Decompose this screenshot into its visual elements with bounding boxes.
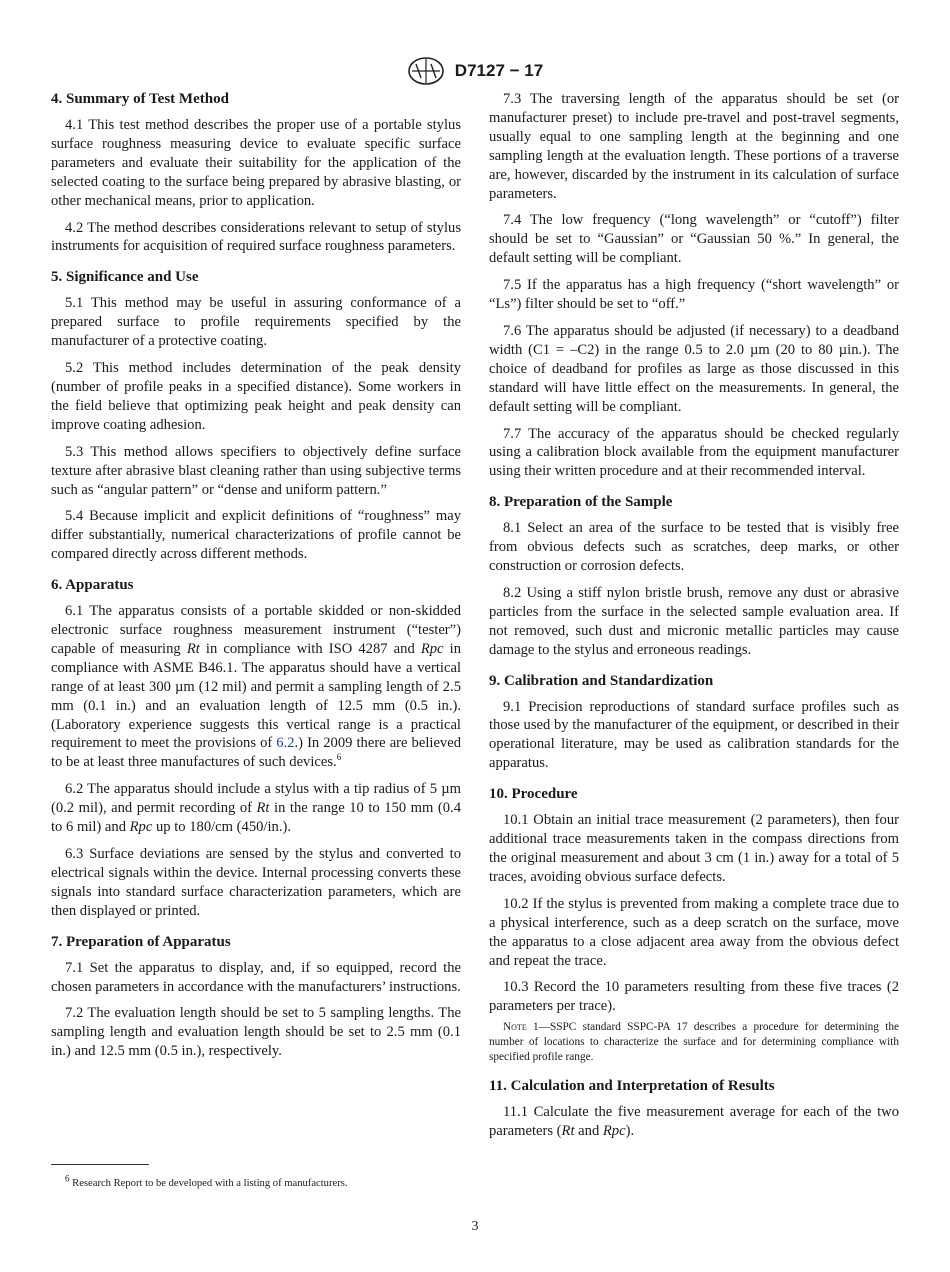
left-column	[51, 90, 461, 1073]
paragraph: 8.2 Using a stiff nylon bristle brush, remove any dust or abrasive particles from the surface in the selected sample evaluation area. If not removed, such dust and micronic metallic particles may cause damage to the stylus and erroneous readings.	[489, 584, 899, 658]
page-header	[0, 56, 950, 86]
section-10	[489, 785, 899, 1065]
section-4	[51, 90, 461, 256]
paragraph: 7.3 The traversing length of the apparatus should be set (or manufacturer preset) to include pre-travel and post-travel segments, usually equal to one sampling length at the beginning and one sampling length at the evaluation length. These portions of a traverse are, however, discarded by the instrument in its calculation of surface parameters.	[489, 91, 899, 202]
section-heading: 8. Preparation of the Sample	[489, 494, 673, 511]
footnote-ref: 6	[336, 752, 342, 763]
paragraph: 11.1 Calculate the five measurement average for each of the two parameters (Rt and Rpc).	[489, 1104, 899, 1140]
section-heading: 10. Procedure	[489, 786, 578, 803]
paragraph: 4.1 This test method describes the proper use of a portable stylus surface roughness measuring device to evaluate specific surface parameters and evaluate their suitability for the application of the selected coating to the surface being prepared by abrasive blasting, or other mechanical means, prior to application.	[51, 117, 461, 209]
section-heading: 9. Calibration and Standardization	[489, 672, 714, 689]
page-number: 3	[471, 1219, 479, 1234]
section-heading: 7. Preparation of Apparatus	[51, 933, 231, 950]
paragraph: 5.3 This method allows specifiers to objectively define surface texture after abrasive blast cleaning rather than using subjective terms such as “angular pattern” or “dense and uniform pattern.”	[51, 443, 461, 498]
section-7-continued	[489, 90, 899, 481]
cross-reference-link[interactable]: 6.2	[276, 735, 295, 752]
paragraph: 7.2 The evaluation length should be set to 5 sampling lengths. The sampling length and evaluation length should be set to 2.5 mm (0.1 in.) and 12.5 mm (0.5 in.), respectively.	[51, 1005, 461, 1060]
paragraph: 7.1 Set the apparatus to display, and, if so equipped, record the chosen parameters in accordance with the manufacturers’ instructions.	[51, 959, 461, 995]
paragraph: 7.6 The apparatus should be adjusted (if necessary) to a deadband width (C1 = –C2) in the range 0.5 to 2.0 µm (20 to 80 µin.). The choice of deadband for profiles as large as those discussed in this standard will have little effect on the measurements. In general, the default setting will be compliant.	[489, 322, 899, 415]
section-11	[489, 1077, 899, 1141]
footnote-divider	[51, 1164, 149, 1165]
section-9	[489, 672, 899, 774]
paragraph: 4.2 The method describes considerations relevant to setup of stylus instruments for acquisition of required surface roughness parameters.	[51, 219, 461, 255]
section-7	[51, 933, 461, 1062]
paragraph: 5.2 This method includes determination of the peak density (number of profile peaks in a specified distance). Some workers in the field believe that optimizing peak height and peak density can improve coating adhesion.	[51, 360, 461, 433]
section-6	[51, 576, 461, 921]
paragraph: 8.1 Select an area of the surface to be tested that is visibly free from obvious defects such as scratches, deep marks, or other construction or corrosion defects.	[489, 520, 899, 575]
paragraph: 6.3 Surface deviations are sensed by the stylus and converted to electrical signals within the device. Internal processing converts these signals into standard surface characterization parameters, which are then displayed or printed.	[51, 846, 461, 919]
note-1: Note 1—SSPC standard SSPC-PA 17 describes a procedure for determining the number of locations to characterize the surface and for determining compliance with specified profile range.	[489, 1021, 900, 1064]
paragraph: 6.1 The apparatus consists of a portable skidded or non-skidded electronic surface roughness measurement instrument (“tester”) capable of measuring Rt in compliance with ISO 4287 and Rpc in compliance with ASME B46.1. The apparatus should have a vertical range of at least 300 µm (12 mil) and permit a sampling length of 2.5 mm (0.1 in.) and an evaluation length of 12.5 mm (0.5 in.). (Laboratory experience suggests this vertical range is a practical requirement to meet the provisions of 6.2.) In 2009 there are believed to be at least three manufactures of such devices.$^6$	[51, 603, 461, 771]
paragraph: 10.2 If the stylus is prevented from making a complete trace due to a physical interference, such as a deep scratch on the surface, move the apparatus to a close adjacent area away from the obvious defect and repeat the trace.	[489, 895, 899, 969]
document-code: D7127 − 17	[454, 61, 544, 80]
section-heading: 5. Significance and Use	[51, 269, 199, 286]
paragraph: 7.7 The accuracy of the apparatus should be checked regularly using a calibration block available from the equipment manufacturer using their written procedure and at their recommended interval.	[489, 425, 899, 480]
paragraph: 10.1 Obtain an initial trace measurement (2 parameters), then four additional trace measurements taken in the compass directions from the original measurement and about 3 cm (1 in.) away for a total of 5 traces, avoiding obvious surface defects.	[489, 812, 899, 885]
footnote: $^6$ Research Report to be developed with a listing of manufacturers.	[65, 1173, 348, 1189]
astm-logo-icon	[407, 56, 445, 86]
section-heading: 4. Summary of Test Method	[51, 91, 229, 107]
section-8	[489, 493, 899, 659]
paragraph: 6.2 The apparatus should include a stylus with a tip radius of 5 µm (0.2 mil), and permit recording of Rt in the range 10 to 150 mm (0.4 to 6 mil) and Rpc up to 180/cm (450/in.).	[51, 781, 461, 836]
section-heading: 11. Calculation and Interpretation of Results	[489, 1078, 775, 1095]
section-heading: 6. Apparatus	[51, 577, 134, 594]
right-column	[489, 90, 899, 1153]
section-5	[51, 268, 461, 564]
paragraph: 7.5 If the apparatus has a high frequency (“short wavelength” or “Ls”) filter should be set to “off.”	[489, 277, 899, 313]
paragraph: 9.1 Precision reproductions of standard surface profiles such as those used by the manufacturer of the equipment, or described in their operational literature, may be used as calibration standards for the apparatus.	[489, 698, 899, 772]
paragraph: 10.3 Record the 10 parameters resulting from these five traces (2 parameters per trace).	[489, 979, 899, 1015]
paragraph: 5.1 This method may be useful in assuring conformance of a prepared surface to profile requirements specified by the manufacturer of a protective coating.	[51, 295, 461, 350]
paragraph: 7.4 The low frequency (“long wavelength” or “cutoff”) filter should be set to “Gaussian” or “Gaussian 50 %.” In general, the default setting will be compliant.	[489, 212, 899, 267]
paragraph: 5.4 Because implicit and explicit definitions of “roughness” may differ substantially, numerical characterizations of profile cannot be compared directly across different methods.	[51, 508, 461, 563]
